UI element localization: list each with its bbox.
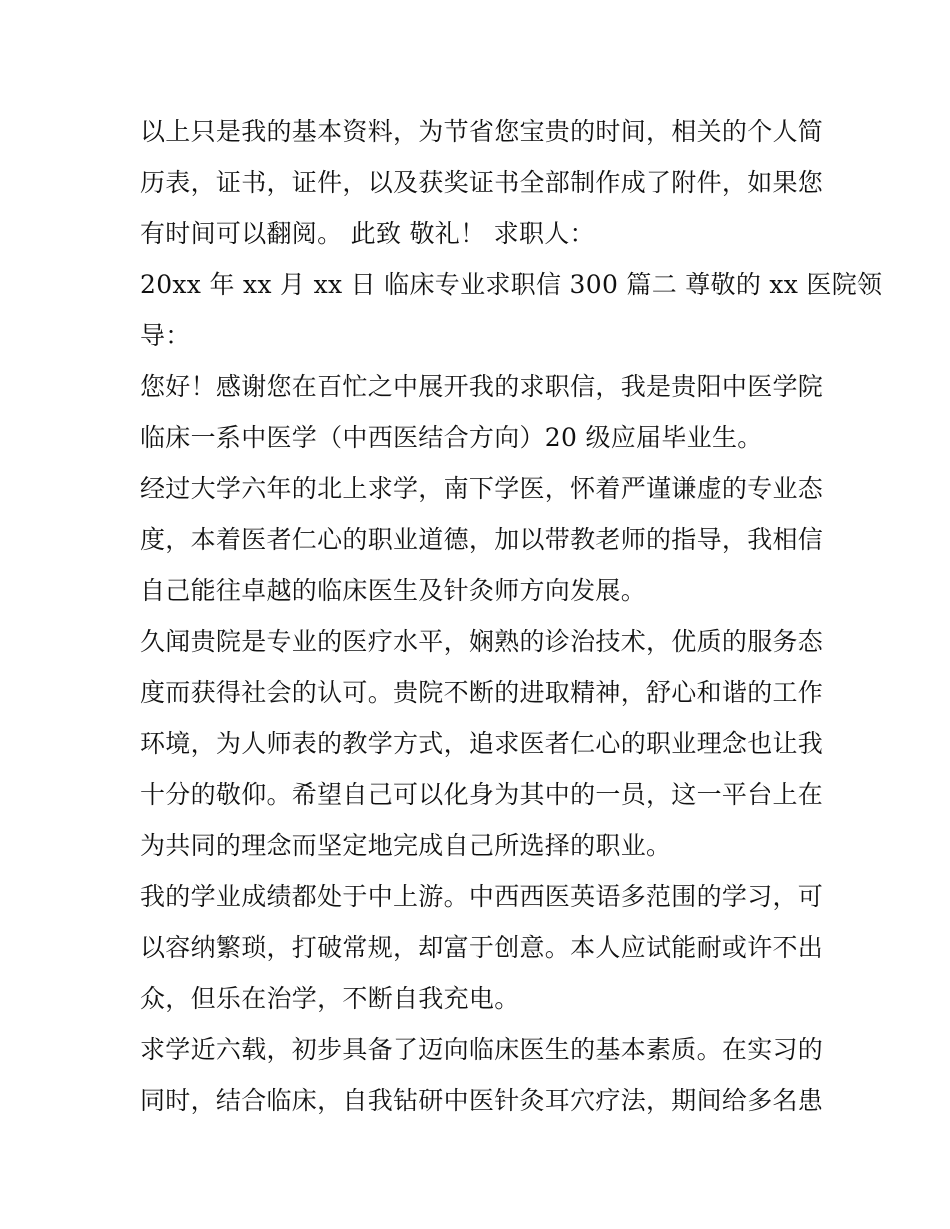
text-line: 久闻贵院是专业的医疗水平，娴熟的诊治技术，优质的服务态 xyxy=(140,627,824,656)
text-line: 同时，结合临床，自我钻研中医针灸耳穴疗法，期间给多名患 xyxy=(140,1086,824,1115)
text-line: 十分的敬仰。希望自己可以化身为其中的一员，这一平台上在 xyxy=(140,780,824,809)
text-line: 导： xyxy=(140,321,191,350)
text-line: 20xx 年 xx 月 xx 日 临床专业求职信 300 篇二 尊敬的 xx 医院领 xyxy=(140,270,883,299)
text-line: 经过大学六年的北上求学，南下学医，怀着严谨谦虚的专业态 xyxy=(140,474,824,503)
text-line: 求学近六载，初步具备了迈向临床医生的基本素质。在实习的 xyxy=(140,1035,824,1064)
text-line: 为共同的理念而坚定地完成自己所选择的职业。 xyxy=(140,831,672,860)
text-line: 历表，证书，证件，以及获奖证书全部制作成了附件，如果您 xyxy=(140,168,824,197)
text-line: 您好！感谢您在百忙之中展开我的求职信，我是贵阳中医学院 xyxy=(140,372,824,401)
text-line: 度，本着医者仁心的职业道德，加以带教老师的指导，我相信 xyxy=(140,525,824,554)
document-body xyxy=(140,106,883,1126)
text-line: 以容纳繁琐，打破常规，却富于创意。本人应试能耐或许不出 xyxy=(140,933,824,962)
text-line: 临床一系中医学（中西医结合方向）20 级应届毕业生。 xyxy=(140,423,763,452)
text-line: 我的学业成绩都处于中上游。中西西医英语多范围的学习，可 xyxy=(140,882,824,911)
text-line: 众，但乐在治学，不断自我充电。 xyxy=(140,984,520,1013)
text-line: 自己能往卓越的临床医生及针灸师方向发展。 xyxy=(140,576,647,605)
text-line: 以上只是我的基本资料，为节省您宝贵的时间，相关的个人简 xyxy=(140,117,824,146)
text-line: 有时间可以翻阅。 此致 敬礼！ 求职人： xyxy=(140,219,595,248)
text-line: 环境，为人师表的教学方式，追求医者仁心的职业理念也让我 xyxy=(140,729,824,758)
text-line: 度而获得社会的认可。贵院不断的进取精神，舒心和谐的工作 xyxy=(140,678,824,707)
